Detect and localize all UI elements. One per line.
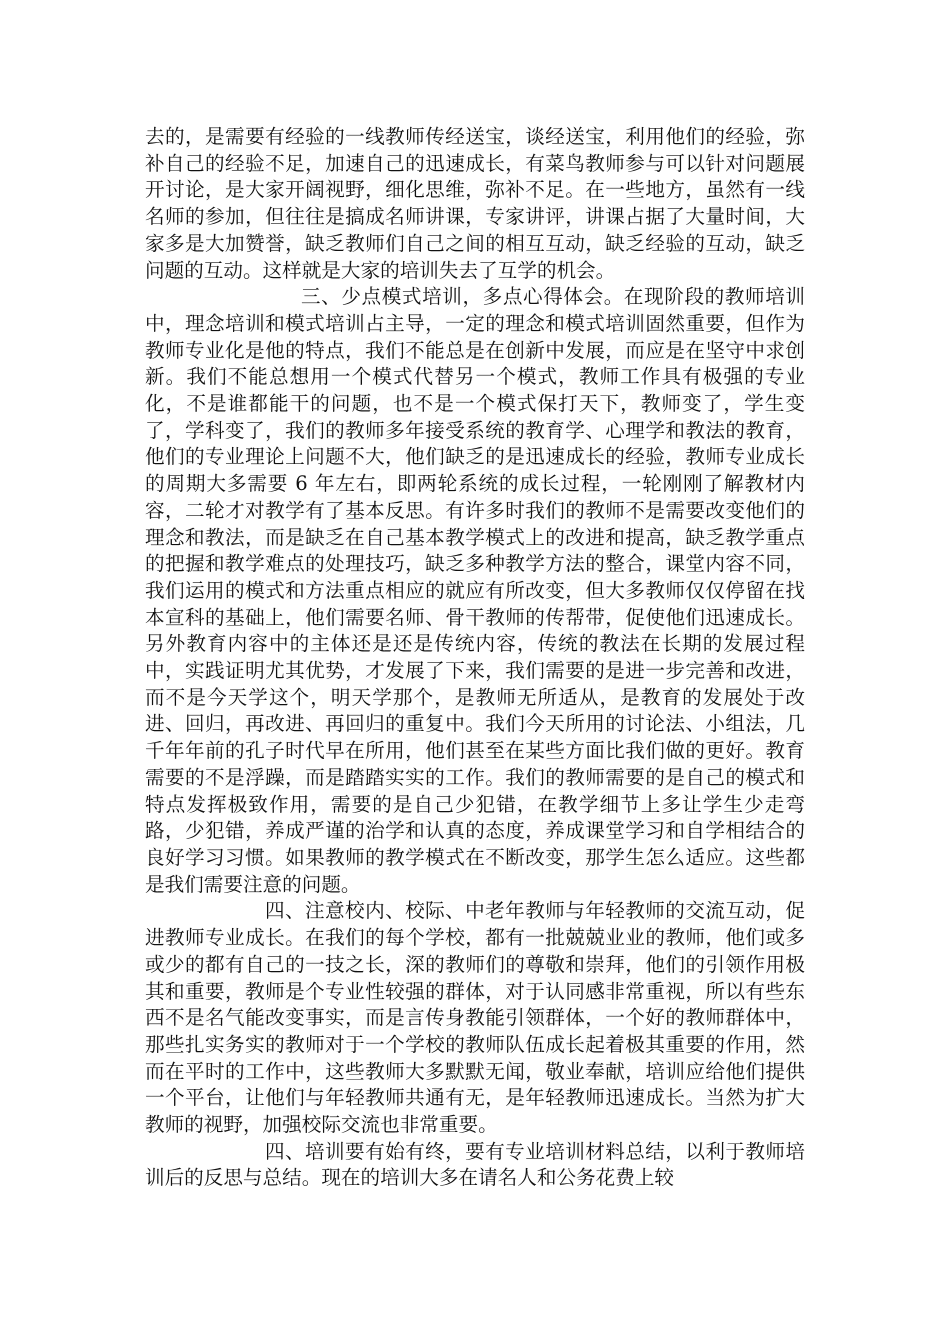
- paragraph-1: 去的，是需要有经验的一线教师传经送宝，谈经送宝，利用他们的经验，弥补自己的经验不足，加速自己的迅速成长，有菜鸟教师参与可以针对问题展开讨论，是大家开阔视野，细化思维，弥补不足。在一些地方，虽然有一线名师的参加，但往往是搞成名师讲课，专家讲评，讲课占据了大量时间，大家多是大加赞誉，缺乏教师们自己之间的相互互动，缺乏经验的互动，缺乏问题的互动。这样就是大家的培训失去了互学的机会。: [145, 125, 805, 282]
- paragraph-3-section-four: 四、注意校内、校际、中老年教师与年轻教师的交流互动，促进教师专业成长。在我们的每个学校，都有一批兢兢业业的教师，他们或多或少的都有自己的一技之长，深的教师们的尊敬和崇拜，他们的引领作用极其和重要，教师是个专业性较强的群体，对于认同感非常重视，所以有些东西不是名气能改变事实，而是言传身教能引领群体，一个好的教师群体中，那些扎实务实的教师对于一个学校的教师队伍成长起着极其重要的作用，然而在平时的工作中，这些教师大多默默无闻，敬业奉献，培训应给他们提供一个平台，让他们与年轻教师共通有无，是年轻教师迅速成长。当然为扩大教师的视野，加强校际交流也非常重要。: [145, 899, 805, 1137]
- document-page: [145, 124, 805, 1192]
- paragraph-4-section-four-b: 四、培训要有始有终，要有专业培训材料总结，以利于教师培训后的反思与总结。现在的培训大多在请名人和公务花费上较: [145, 1139, 805, 1190]
- paragraph-2-section-three: 三、少点模式培训，多点心得体会。在现阶段的教师培训中，理念培训和模式培训占主导，一定的理念和模式培训固然重要，但作为教师专业化是他的特点，我们不能总是在创新中发展，而应是在坚守中求创新。我们不能总想用一个模式代替另一个模式，教师工作具有极强的专业化，不是谁都能干的问题，也不是一个模式保打天下，教师变了，学生变了，学科变了，我们的教师多年接受系统的教育学、心理学和教法的教育，他们的专业理论上问题不大，他们缺乏的是迅速成长的经验，教师专业成长的周期大多需要 6 年左右，即两轮系统的成长过程，一轮刚刚了解教材内容，二轮才对教学有了基本反思。有许多时我们的教师不是需要改变他们的理念和教法，而是缺乏在自己基本教学模式上的改进和提高，缺乏教学重点的把握和教学难点的处理技巧，缺乏多种教学方法的整合，课堂内容不同，我们运用的模式和方法重点相应的就应有所改变，但大多教师仅仅停留在找本宣科的基础上，他们需要名师、骨干教师的传帮带，促使他们迅速成长。另外教育内容中的主体还是还是传统内容，传统的教法在长期的发展过程中，实践证明尤其优势，才发展了下来，我们需要的是进一步完善和改进，而不是今天学这个，明天学那个，是教师无所适从，是教育的发展处于改进、回归，再改进、再回归的重复中。我们今天所用的讨论法、小组法，几千年年前的孔子时代早在所用，他们甚至在某些方面比我们做的更好。教育需要的不是浮躁，而是踏踏实实的工作。我们的教师需要的是自己的模式和特点发挥极致作用，需要的是自己少犯错，在教学细节上多让学生少走弯路，少犯错，养成严谨的治学和认真的态度，养成课堂学习和自学相结合的良好学习习惯。如果教师的教学模式在不断改变，那学生怎么适应。这些都是我们需要注意的问题。: [145, 285, 805, 896]
